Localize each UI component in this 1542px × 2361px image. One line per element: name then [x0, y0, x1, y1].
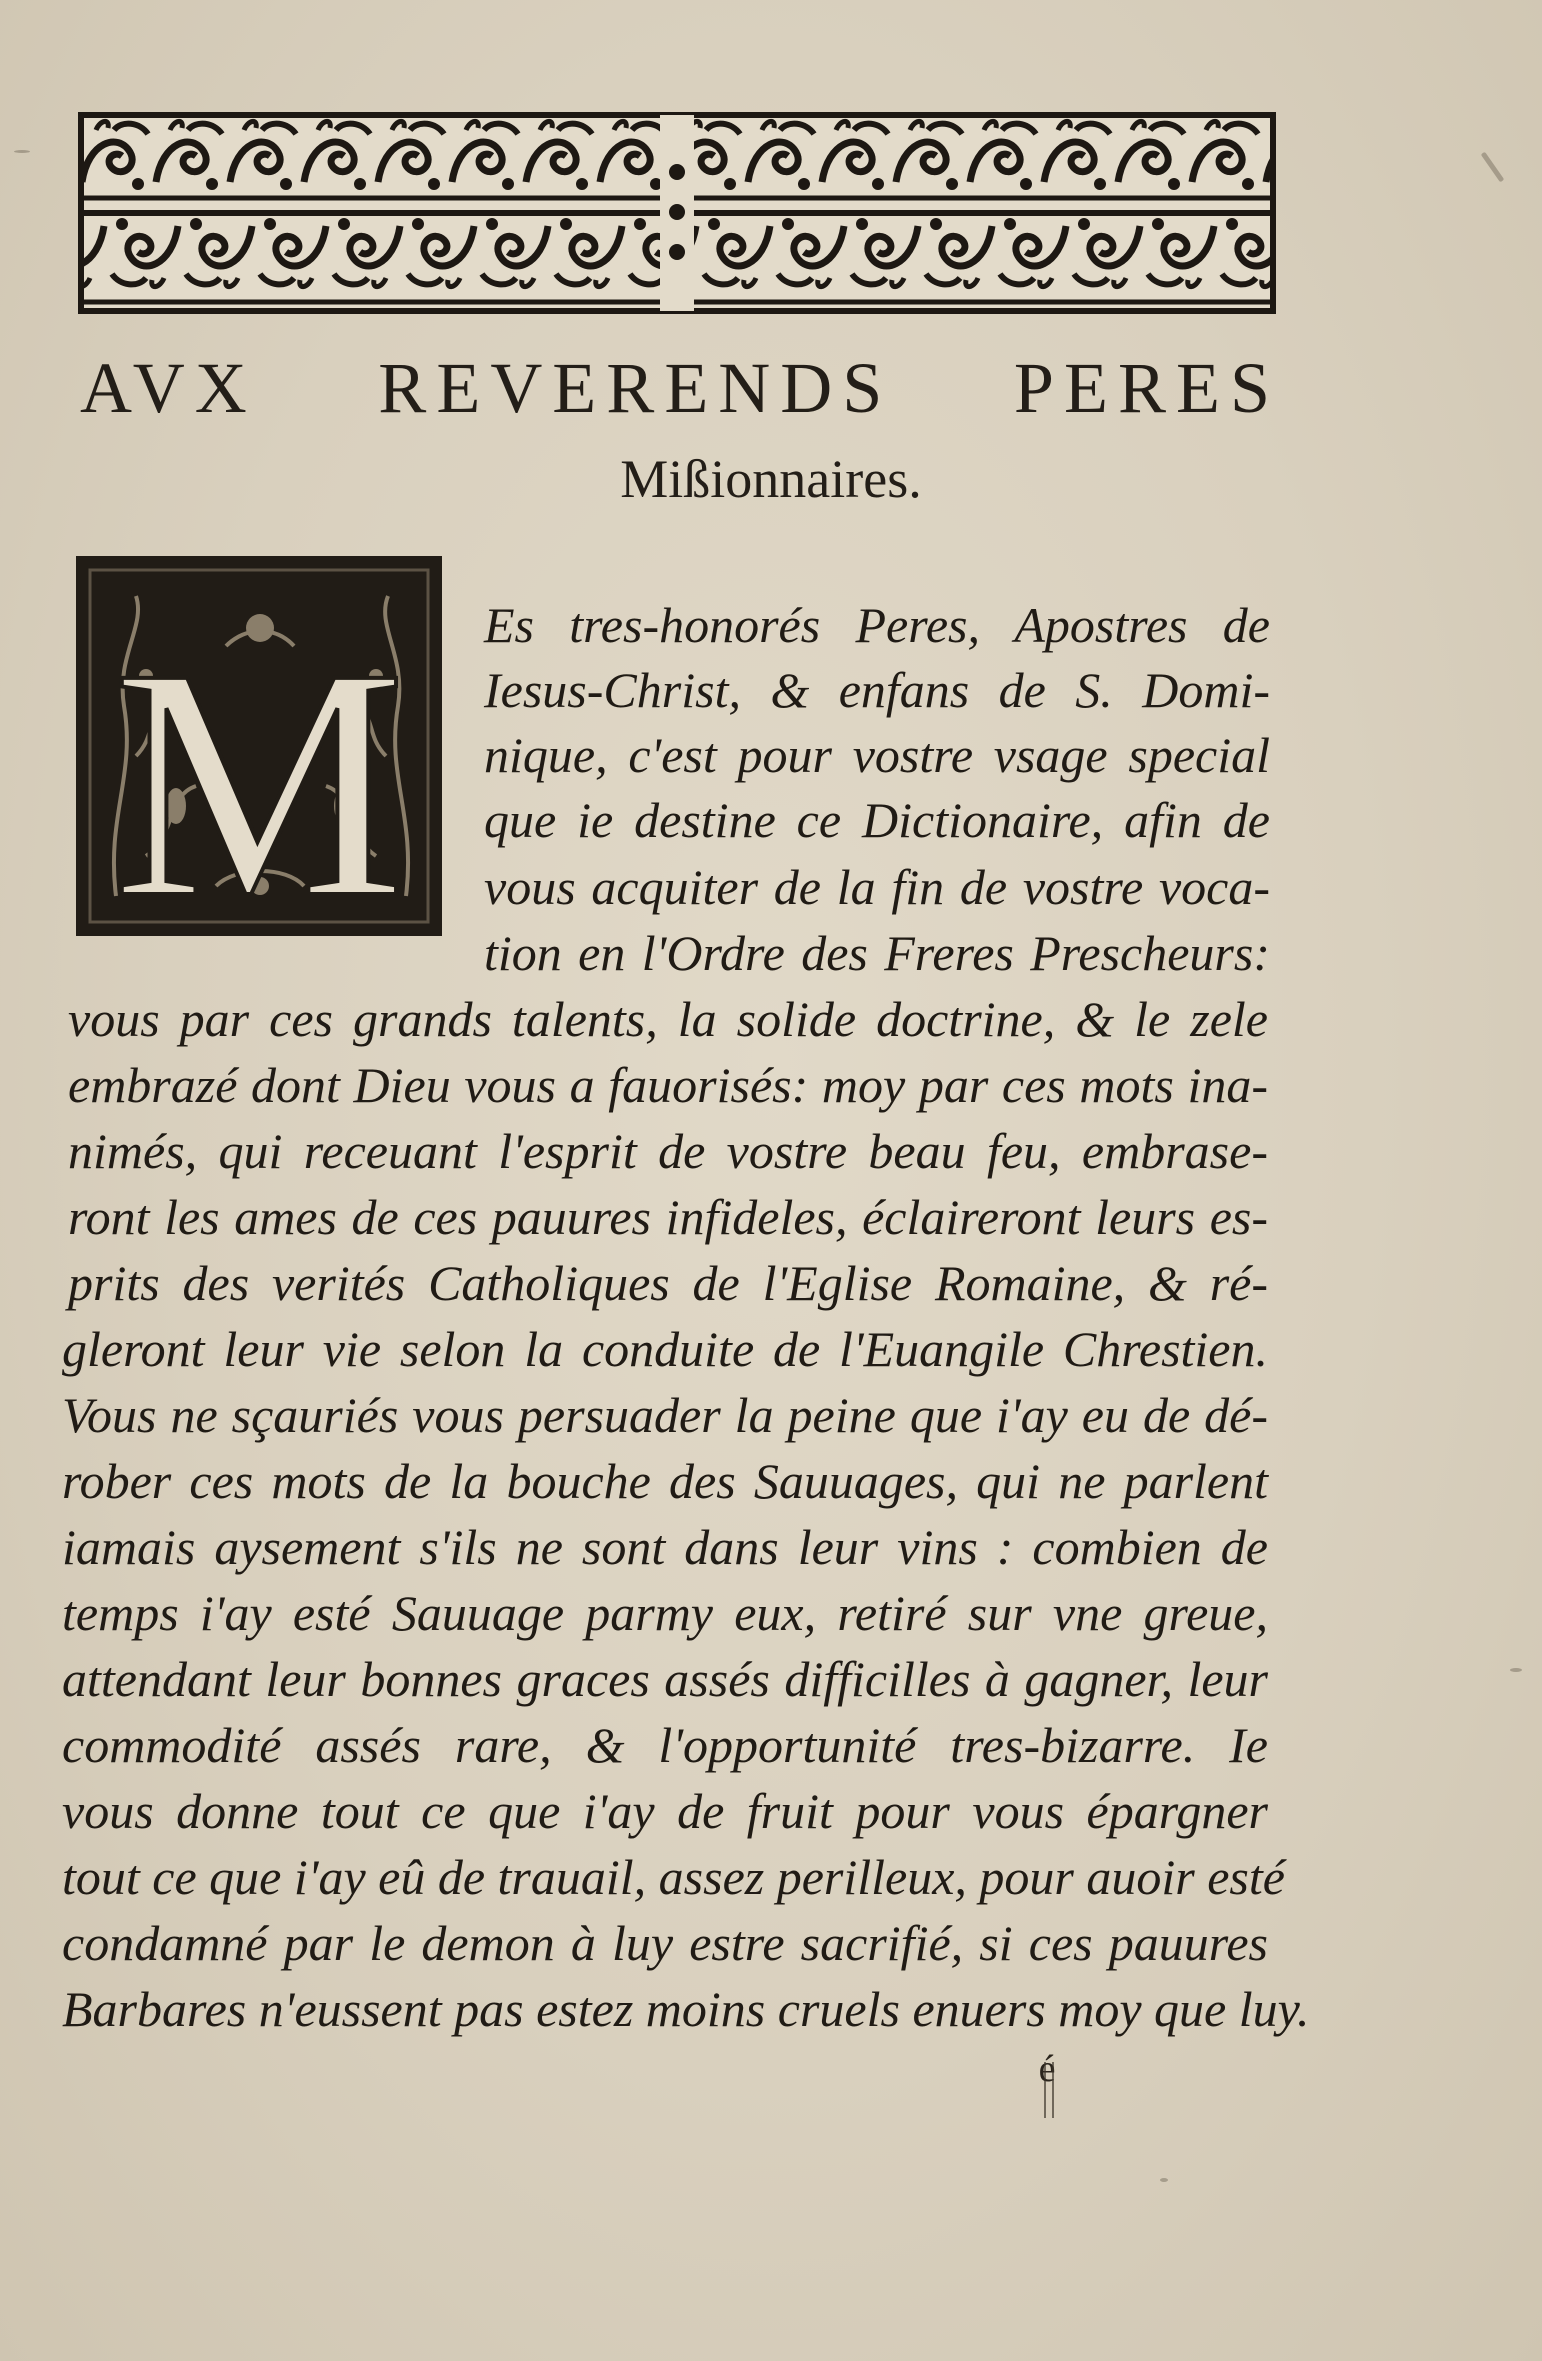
- ink-speck: [14, 150, 30, 153]
- text-line-16: temps i'ay esté Sauuage parmy eux, retiré sur vne greue,: [62, 1585, 1268, 1641]
- text-line-1: Es tres-honorés Peres, Apostres de: [484, 597, 1270, 653]
- text-line-14: rober ces mots de la bouche des Sauuages, qui ne parlent: [62, 1453, 1268, 1509]
- text-line-8: embrazé dont Dieu vous a fauorisés: moy par ces mots ina-: [68, 1057, 1268, 1113]
- text-line-9: nimés, qui receuant l'esprit de vostre beau feu, embrase-: [68, 1123, 1268, 1179]
- text-line-7: vous par ces grands talents, la solide doctrine, & le zele: [68, 991, 1268, 1047]
- text-line-21: condamné par le demon à luy estre sacrifié, si ces pauures: [62, 1915, 1268, 1971]
- text-line-13: Vous ne sçauriés vous persuader la peine que i'ay eu de dé-: [62, 1387, 1268, 1443]
- text-line-6: tion en l'Ordre des Freres Prescheurs:: [484, 925, 1270, 981]
- signature-bar: [1044, 2062, 1054, 2118]
- ornamental-headpiece: [78, 112, 1276, 314]
- decorated-initial: [76, 556, 442, 936]
- ink-speck: [1160, 2178, 1168, 2182]
- text-line-18: commodité assés rare, & l'opportunité tres-bizarre. Ie: [62, 1717, 1268, 1773]
- text-line-15: iamais aysement s'ils ne sont dans leur vins : combien de: [62, 1519, 1268, 1575]
- text-line-20: tout ce que i'ay eû de trauail, assez perilleux, pour auoir esté: [62, 1849, 1285, 1905]
- page-title: AVX REVERENDS PERES: [80, 348, 1280, 428]
- text-line-3: nique, c'est pour vostre vsage special: [484, 727, 1270, 783]
- text-line-11: prits des verités Catholiques de l'Eglise Romaine, & ré-: [68, 1255, 1268, 1311]
- text-line-10: ront les ames de ces pauures infideles, éclaireront leurs es-: [68, 1189, 1268, 1245]
- text-line-5: vous acquiter de la fin de vostre voca-: [484, 859, 1270, 915]
- text-line-17: attendant leur bonnes graces assés difficilles à gagner, leur: [62, 1651, 1268, 1707]
- initial-letter: M: [112, 601, 406, 936]
- text-line-2: Iesus-Christ, & enfans de S. Domi-: [484, 662, 1270, 718]
- ink-speck: [1481, 152, 1505, 183]
- text-line-12: gleront leur vie selon la conduite de l'Euangile Chrestien.: [62, 1321, 1268, 1377]
- text-line-22: Barbares n'eussent pas estez moins cruels enuers moy que luy.: [62, 1981, 1310, 2037]
- text-line-4: que ie destine ce Dictionaire, afin de: [484, 792, 1270, 848]
- signature-mark: é: [1038, 2048, 1056, 2090]
- page-subtitle: Mißionnaires.: [620, 449, 922, 509]
- text-line-19: vous donne tout ce que i'ay de fruit pour vous épargner: [62, 1783, 1268, 1839]
- ink-speck: [1510, 1668, 1522, 1672]
